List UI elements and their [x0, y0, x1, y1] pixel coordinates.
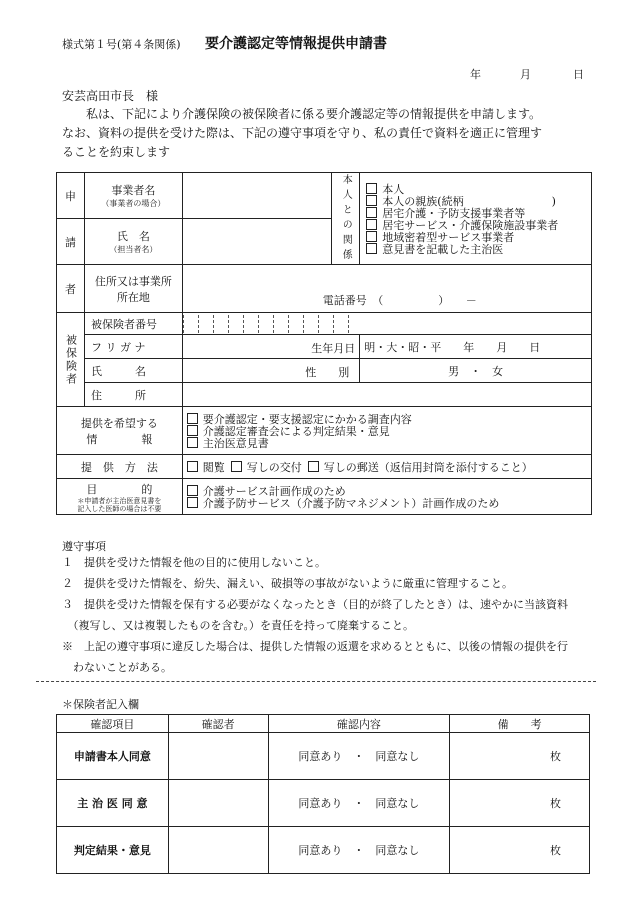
checkbox-icon[interactable] — [366, 219, 377, 230]
address-label: 住所又は事業所 所在地 — [84, 265, 182, 313]
sex-value: 男 ・ 女 — [360, 359, 592, 383]
insurer-item: 申請書本人同意 — [57, 733, 169, 780]
checkbox-icon[interactable] — [366, 207, 377, 218]
relation-option-3-label: 居宅サービス・介護保険施設事業者 — [382, 218, 559, 232]
request-option-0-label: 要介護認定・要支援認定にかかる調査内容 — [202, 412, 412, 426]
furigana-field[interactable] — [182, 335, 360, 359]
application-table — [56, 172, 592, 515]
checkbox-icon[interactable] — [187, 461, 198, 472]
checkbox-icon[interactable] — [187, 497, 198, 508]
intro-line-1: 私は、下記により介護保険の被保険者に係る要介護認定等の情報提供を申請します。 — [86, 107, 542, 121]
insurer-row — [57, 733, 590, 780]
form-number: 様式第１号(第４条関係) — [62, 38, 181, 51]
business-name-field[interactable] — [182, 173, 332, 219]
purpose-label: 目 的 ＊申請者が主治医意見書を 記入した医師の場合は不要 — [57, 479, 183, 515]
applicant-label-1: 申 — [57, 173, 85, 219]
checkbox-icon[interactable] — [231, 461, 242, 472]
page-title: 要介護認定等情報提供申請書 — [205, 36, 387, 52]
date-year-label: 年 — [470, 68, 481, 81]
confirmer-field[interactable] — [168, 733, 268, 780]
purpose-option-0[interactable] — [187, 485, 587, 497]
method-option-1-label: 写しの交付 — [246, 460, 302, 474]
request-option-1-label: 介護認定審査会による判定結果・意見 — [202, 424, 390, 438]
rule-item: ３ 提供を受けた情報を保有する必要がなくなったとき（目的が終了したとき）は、速やかに当該資料 — [62, 598, 568, 611]
date-day-label: 日 — [573, 68, 584, 81]
insurer-item: 判定結果・意見 — [57, 827, 169, 874]
rule-item: １ 提供を受けた情報を他の目的に使用しないこと。 — [62, 556, 326, 569]
checkbox-icon[interactable] — [366, 183, 377, 194]
sex-label: 性 別 — [305, 366, 350, 379]
birth-value: 明・大・昭・平 年 月 日 — [360, 335, 592, 359]
relation-option-2[interactable] — [366, 207, 585, 219]
relation-option-3[interactable] — [366, 219, 585, 231]
rule-item: ※ 上記の遵守事項に違反した場合は、提供した情報の返還を求めるとともに、以後の情報の提供を行 — [62, 640, 568, 653]
insured-number-field[interactable] — [182, 313, 591, 335]
relation-option-4-label: 地域密着型サービス事業者 — [382, 230, 515, 244]
rule-item: わないことがある。 — [62, 661, 172, 674]
method-option-1[interactable] — [231, 461, 302, 474]
request-option-1[interactable] — [187, 425, 587, 437]
method-option-2-label: 写しの郵送（返信用封筒を添付すること） — [323, 460, 533, 474]
method-option-0-label: 閲覧 — [202, 460, 225, 474]
insurer-header-0: 確認項目 — [57, 715, 169, 733]
insured-address-label: 住 所 — [84, 383, 182, 407]
insurer-section-title: ＊保険者記入欄 — [62, 698, 139, 711]
relation-option-5-label: 意見書を記載した主治医 — [382, 242, 504, 256]
request-options — [182, 407, 591, 455]
business-name-label: 事業者名 （事業者の場合） — [84, 173, 182, 219]
intro-text — [62, 105, 607, 162]
rule-item: （複写し、又は複製したものを含む。）を責任を持って廃棄すること。 — [62, 619, 414, 632]
insured-name-label: 氏 名 — [84, 359, 182, 383]
insurer-note: 枚 — [450, 780, 590, 827]
insurer-row — [57, 780, 590, 827]
relation-options — [360, 173, 592, 265]
method-option-0[interactable] — [187, 461, 225, 474]
checkbox-icon[interactable] — [187, 425, 198, 436]
insurer-note: 枚 — [450, 733, 590, 780]
request-option-2[interactable] — [187, 437, 587, 449]
request-label: 提供を希望する 情 報 — [57, 407, 183, 455]
insured-label: 被保険者 — [57, 313, 85, 407]
checkbox-icon[interactable] — [187, 413, 198, 424]
checkbox-icon[interactable] — [308, 461, 319, 472]
purpose-option-0-label: 介護サービス計画作成のため — [202, 484, 346, 498]
furigana-label: フ リ ガ ナ — [84, 335, 182, 359]
consent-choice: 同意あり ・ 同意なし — [268, 780, 450, 827]
request-option-0[interactable] — [187, 413, 587, 425]
relation-option-1[interactable] — [366, 195, 585, 207]
rules-list — [62, 552, 607, 678]
intro-line-2: なお、資料の提供を受けた際は、下記の遵守事項を守り、私の責任で資料を適正に管理す — [62, 126, 543, 140]
rules-title: 遵守事項 — [62, 540, 106, 553]
rule-item: ２ 提供を受けた情報を、紛失、漏えい、破損等の事故がないように厳重に管理すること。 — [62, 577, 513, 590]
request-option-2-label: 主治医意見書 — [202, 436, 269, 450]
phone-label: 電話番号 （ ） － — [322, 294, 477, 307]
confirmer-field[interactable] — [168, 827, 268, 874]
checkbox-icon[interactable] — [366, 243, 377, 254]
relation-option-0-label: 本人 — [382, 182, 405, 196]
insurer-table — [56, 714, 590, 874]
relation-option-5[interactable] — [366, 243, 585, 255]
purpose-options — [182, 479, 591, 515]
relation-option-2-label: 居宅介護・予防支援事業者等 — [382, 206, 526, 220]
insured-number-label: 被保険者番号 — [84, 313, 182, 335]
birth-label: 生年月日 — [311, 342, 356, 355]
relation-option-4[interactable] — [366, 231, 585, 243]
intro-line-3: ることを約束します — [62, 145, 171, 159]
address-field[interactable] — [182, 265, 591, 313]
addressee: 安芸高田市長 様 — [62, 89, 159, 103]
consent-choice: 同意あり ・ 同意なし — [268, 733, 450, 780]
method-option-2[interactable] — [308, 461, 533, 474]
insurer-header-1: 確認者 — [168, 715, 268, 733]
insurer-header-3: 備 考 — [450, 715, 590, 733]
insurer-note: 枚 — [450, 827, 590, 874]
purpose-option-1[interactable] — [187, 497, 587, 509]
insured-name-field[interactable] — [182, 359, 360, 383]
divider — [36, 681, 596, 682]
insurer-header-2: 確認内容 — [268, 715, 450, 733]
contact-name-field[interactable] — [182, 219, 332, 265]
relation-label: 本人との関係 — [332, 173, 360, 265]
insured-address-field[interactable] — [182, 383, 591, 407]
date-month-label: 月 — [520, 68, 531, 81]
relation-option-0[interactable] — [366, 183, 585, 195]
applicant-label-3: 者 — [57, 265, 85, 313]
insurer-item: 主 治 医 同 意 — [57, 780, 169, 827]
consent-choice: 同意あり ・ 同意なし — [268, 827, 450, 874]
checkbox-icon[interactable] — [366, 195, 377, 206]
checkbox-icon[interactable] — [187, 485, 198, 496]
purpose-option-1-label: 介護予防サービス（介護予防マネジメント）計画作成のため — [202, 496, 500, 510]
confirmer-field[interactable] — [168, 780, 268, 827]
method-label: 提 供 方 法 — [57, 455, 183, 479]
checkbox-icon[interactable] — [366, 231, 377, 242]
checkbox-icon[interactable] — [187, 437, 198, 448]
method-options — [182, 455, 591, 479]
contact-name-label: 氏 名 （担当者名） — [84, 219, 182, 265]
insurer-row — [57, 827, 590, 874]
relation-option-1-label: 本人の親族(続柄 ) — [382, 194, 556, 208]
applicant-label-2: 請 — [57, 219, 85, 265]
